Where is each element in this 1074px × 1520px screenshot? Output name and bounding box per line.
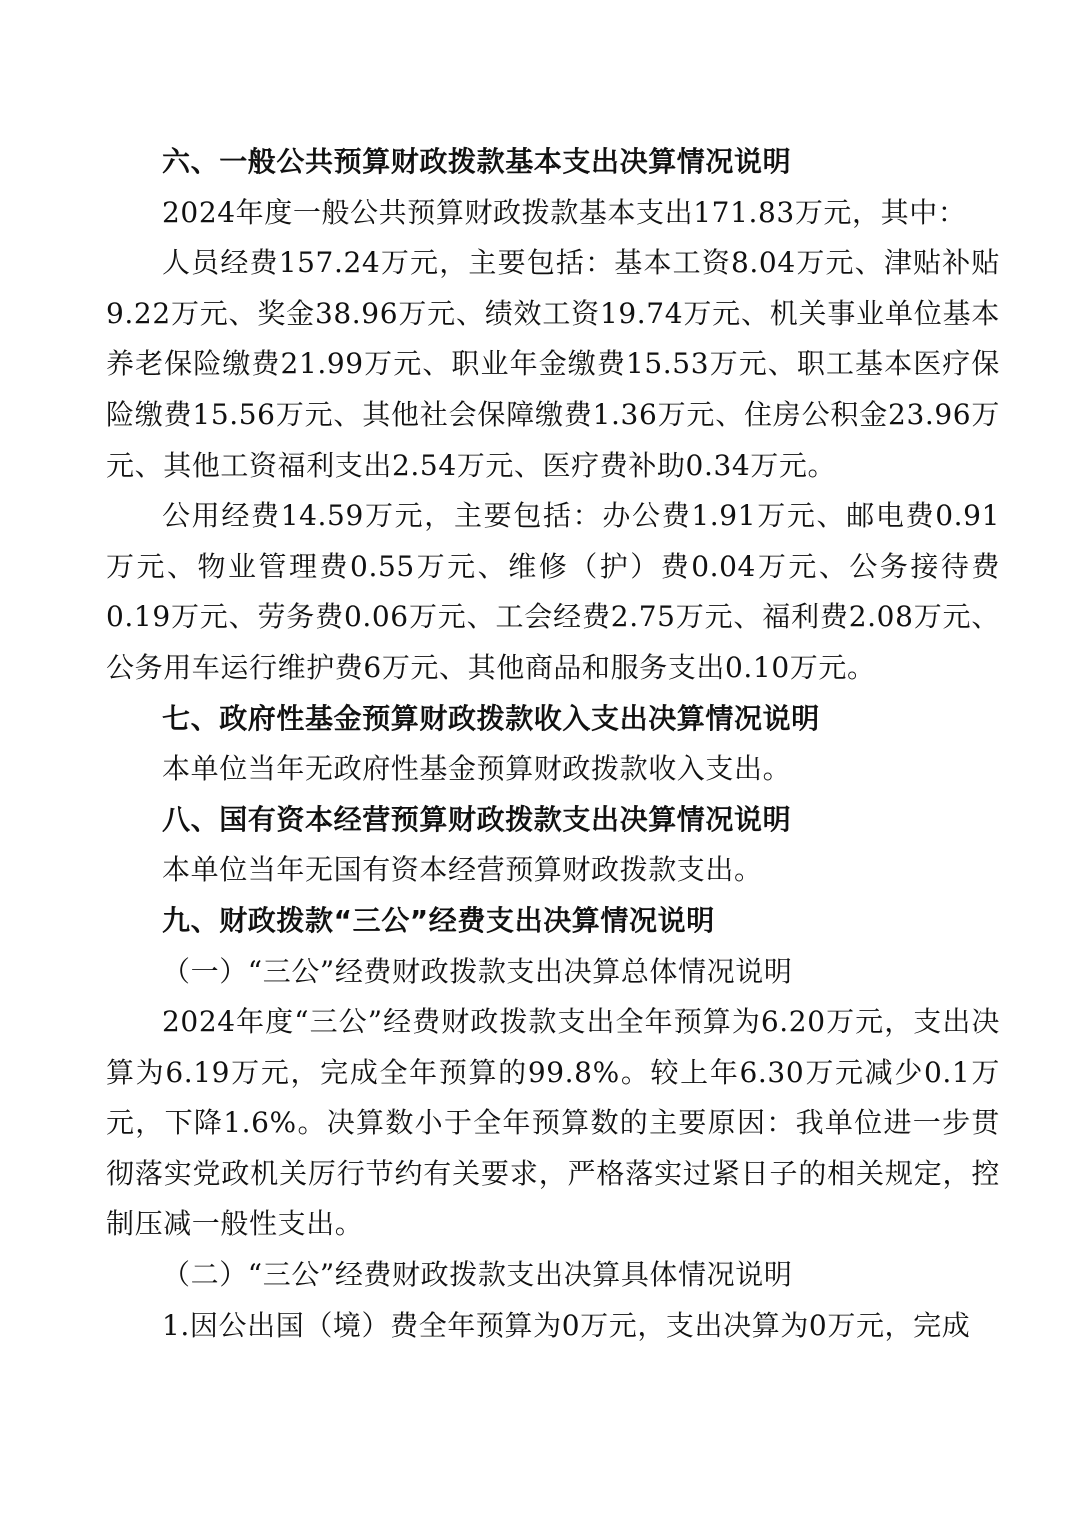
section-6-heading: 六、一般公共预算财政拨款基本支出决算情况说明	[162, 145, 792, 178]
section-6-summary: 2024年度一般公共预算财政拨款基本支出171.83万元，其中：	[162, 195, 967, 229]
section-9-overall-body: 2024年度“三公”经费财政拨款支出全年预算为6.20万元，支出决算为6.19万元，完成全年预算的99.8%。较上年6.30万元减少0.1万元，下降1.6%。决算数小于全年预算数的主要原因：我单位进一步贯彻落实党政机关厉行节约有关要求，严格落实过紧日子的相关规定，控制压减一般性支出。	[106, 1005, 1000, 1241]
section-6-personnel-expenses: 人员经费157.24万元，主要包括：基本工资8.04万元、津贴补贴9.22万元、奖金38.96万元、绩效工资19.74万元、机关事业单位基本养老保险缴费21.99万元、职业年金缴费15.53万元、职工基本医疗保险缴费15.56万元、其他社会保障缴费1.36万元、住房公积金23.96万元、其他工资福利支出2.54万元、医疗费补助0.34万元。	[106, 246, 1000, 482]
section-9-detail-body: 1.因公出国（境）费全年预算为0万元，支出决算为0万元，完成	[162, 1308, 971, 1342]
section-6-public-expenses: 公用经费14.59万元，主要包括：办公费1.91万元、邮电费0.91万元、物业管理费0.55万元、维修（护）费0.04万元、公务接待费0.19万元、劳务费0.06万元、工会经费2.75万元、福利费2.08万元、公务用车运行维护费6万元、其他商品和服务支出0.10万元。	[106, 499, 1000, 684]
section-9-heading: 九、财政拨款“三公”经费支出决算情况说明	[162, 903, 715, 937]
document-page	[106, 137, 1000, 1351]
section-9-subheading-2: （二）“三公”经费财政拨款支出决算具体情况说明	[162, 1258, 793, 1292]
section-8-heading: 八、国有资本经营预算财政拨款支出决算情况说明	[162, 802, 792, 836]
section-9-subheading-1: （一）“三公”经费财政拨款支出决算总体情况说明	[162, 954, 793, 988]
section-8-body: 本单位当年无国有资本经营预算财政拨款支出。	[162, 853, 763, 887]
section-7-heading: 七、政府性基金预算财政拨款收入支出决算情况说明	[162, 701, 820, 735]
section-7-body: 本单位当年无政府性基金预算财政拨款收入支出。	[162, 752, 792, 786]
